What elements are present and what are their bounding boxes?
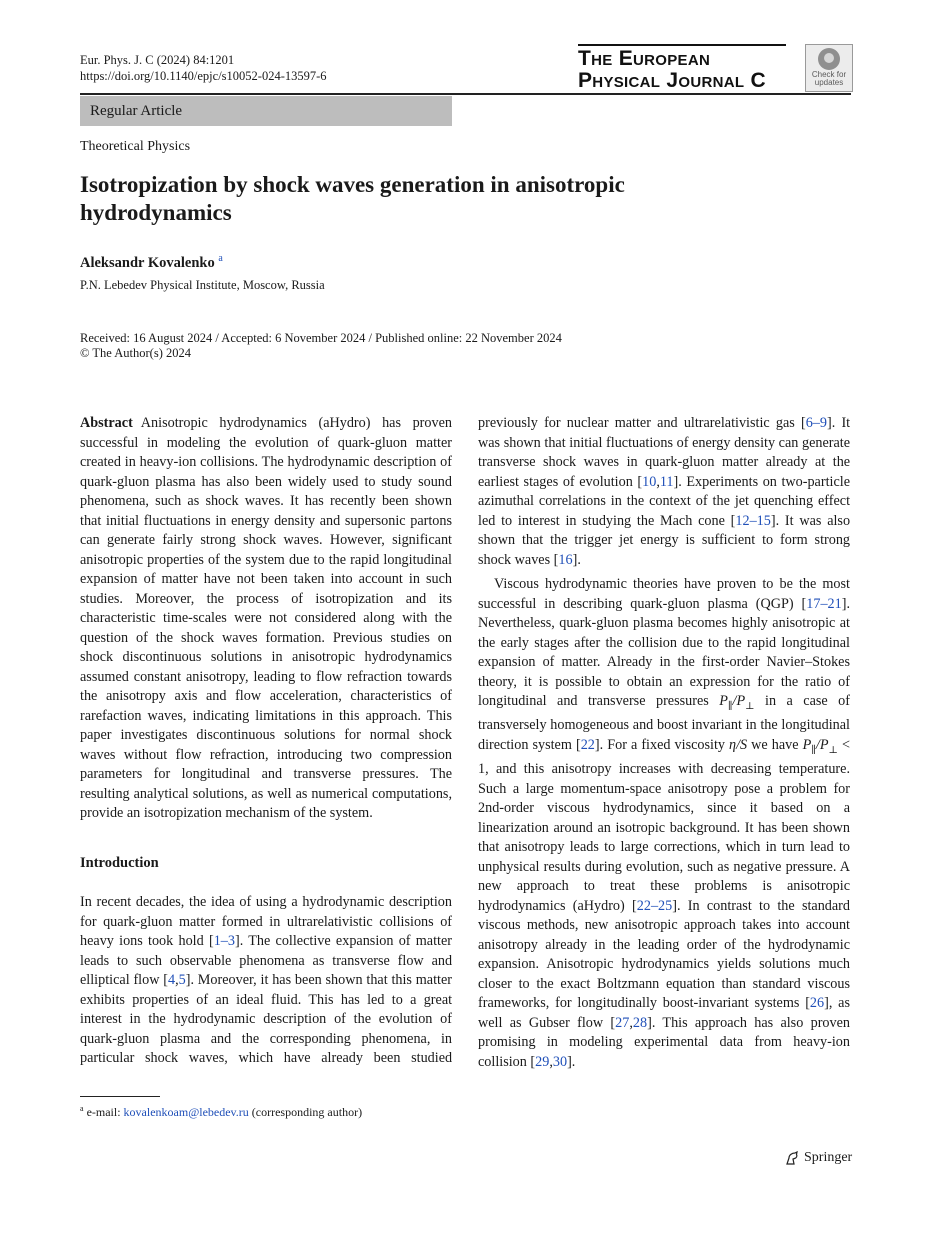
author-email-link[interactable]: kovalenkoam@lebedev.ru (123, 1105, 249, 1119)
viscosity-math: η/S (729, 736, 748, 753)
publication-dates (80, 331, 562, 361)
citation-link[interactable]: 28 (632, 1014, 648, 1031)
footnote-divider (80, 1096, 160, 1097)
intro-paragraph-1-continued: previously for nuclear matter and ultrarelativistic gas [6–9]. It was shown that initial fluctuations of energy density can generate transverse shock waves in quark-gluon matter already at the earliest stages of evolution [10,11]. Experiments on two-particle azimuthal correlations in the context of the jet quenching effect led to interest in studying the Mach cone [12–15]. It was also shown that the trigger jet energy is sufficient to form strong shock waves [16]. (478, 415, 851, 568)
section-label: Theoretical Physics (80, 139, 191, 154)
left-column (80, 414, 452, 1069)
citation-link[interactable]: 16 (558, 551, 573, 568)
footnote (80, 1104, 362, 1120)
citation-link[interactable]: 27 (615, 1014, 630, 1031)
citation-link[interactable]: 4 (167, 972, 176, 988)
footnote-label: e-mail: (86, 1105, 121, 1119)
journal-logo-line1: The European (578, 47, 711, 70)
header-divider (80, 93, 851, 95)
journal-citation: Eur. Phys. J. C (2024) 84:1201 (80, 53, 235, 67)
citation-link[interactable]: 11 (659, 473, 674, 490)
journal-logo (578, 44, 786, 92)
check-for-updates-button[interactable] (805, 44, 853, 92)
right-column (478, 414, 850, 1072)
journal-logo-line2: Physical Journal C (578, 69, 766, 92)
publisher-logo (784, 1150, 852, 1166)
springer-horse-icon (784, 1150, 800, 1166)
introduction-heading: Introduction (80, 854, 159, 871)
copyright-line: © The Author(s) 2024 (80, 346, 191, 360)
affiliation: P.N. Lebedev Physical Institute, Moscow, Russia (80, 278, 325, 292)
check-updates-line2: updates (814, 78, 844, 87)
footnote-mark: a (80, 1104, 84, 1113)
footnote-note: (corresponding author) (251, 1105, 363, 1119)
abstract-label: Abstract (80, 415, 133, 431)
citation-link[interactable]: 30 (552, 1053, 568, 1070)
citation-link[interactable]: 29 (535, 1053, 550, 1070)
author-footnote-mark[interactable]: a (218, 253, 223, 264)
author-line (80, 253, 223, 272)
intro-paragraph-2: Viscous hydrodynamic theories have proven to be the most successful in describing quark-gluon plasma (QGP) [17–21]. Nevertheless, quark-gluon plasma becomes highly anisotropic at the early stages after the collision due to the rapid longitudinal expansion of matter. Already in the first-order Navier–Stokes theory, it is possible to obtain an expression for the ratio of longitudinal and transverse pressures $P_\parallel/P_\perp$ in a case of transversely homogeneous and boost invariant in the longitudinal direction system [22]. For a fixed viscosity η/S we have $P_\parallel/P_\perp < 1$, and this anisotropy increases with decreasing temperature. Such a large momentum-space anisotropy pose a problem for 2nd-order viscous hydrodynamics, since it based on a linearization around an isotropic background. It has been shown that anisotropy leads to large corrections, which in turn lead to unphysical results during evolution, such as negative pressure. A new approach to treat these problems is anisotropic hydrodynamics (aHydro) [22–25]. In contrast to the standard viscous methods, new anisotropic approach takes into account anisotropy already in the leading order of the hydrodynamic expansion. Anisotropic hydrodynamics yields solutions much closer to the exact Boltzmann equation than standard viscous frameworks, for longitudinally boost-invariant systems [26], as well as Gubser flow [27,28]. This approach has also proven promising in modeling experimental data from heavy-ion collision [29,30]. (478, 576, 851, 1070)
citation-link[interactable]: 22 (580, 736, 595, 753)
check-updates-icon (818, 48, 840, 70)
citation-link[interactable]: 12–15 (735, 512, 771, 529)
citation-link[interactable]: 17–21 (806, 595, 842, 612)
pressure-ratio-math: $P_\parallel/P_\perp$ (719, 693, 755, 712)
abstract-paragraph (80, 414, 452, 824)
citation-link[interactable]: 22–25 (636, 897, 673, 914)
dates-line: Received: 16 August 2024 / Accepted: 6 November 2024 / Published online: 22 November 2024 (80, 331, 562, 345)
intro-paragraph-1: In recent decades, the idea of using a hydrodynamic description for quark-gluon matter formed in ultrarelativistic collisions of heavy ions took hold [1–3]. The collective expansion of matter leads to such observable phenomena as transverse flow and elliptical flow [4,5]. Moreover, it has been shown that this matter exhibits properties of an ideal fluid. This has led to a great interest in the hydrodynamic description of the evolution of quark-gluon plasma and the corresponding phenomena, in particular shock waves, which have already been studied (80, 894, 453, 1066)
doi-link[interactable]: https://doi.org/10.1140/epjc/s10052-024-13597-6 (80, 69, 327, 83)
publisher-name: Springer (804, 1150, 853, 1165)
citation-link[interactable]: 6–9 (805, 415, 827, 431)
pressure-ratio-math: $P_\parallel/P_\perp$ (802, 736, 838, 756)
article-title: Isotropization by shock waves generation in anisotropic hydrodynamics (80, 172, 625, 225)
citation-link[interactable]: 1–3 (213, 933, 235, 949)
check-updates-line1: Check for (811, 70, 847, 79)
author-name: Aleksandr Kovalenko (80, 254, 215, 271)
citation-link[interactable]: 26 (809, 995, 825, 1012)
abstract-text: Anisotropic hydrodynamics (aHydro) has proven successful in modeling the evolution of quark-gluon matter created in heavy-ion collisions. The hydrodynamic description of quark-gluon plasma has also been widely used to study sound phenomena, such as shock waves. It has recently been shown that initial fluctuations in energy density and supersonic partons can generate fairly strong shock waves. However, significant anisotropic properties of the system due to the rapid longitudinal expansion of matter have not been taken into account in such studies. Moreover, the process of isotropization and its characteristic time-scales were not considered along with the question of the shock waves formation. Previous studies on shock discontinuous solutions in anisotropic hydrodynamics assumed constant anisotropy, leading to flow refraction towards the anisotropy axis and flow acceleration, characteristics of rarefaction waves, indicating limitations in this approach. This paper investigates discontinuous solutions for normal shock waves without flow refraction, introducing two compression parameters for longitudinal and transverse pressures. The resulting analytical solutions, as well as numerical computations, provide an isotropization mechanism of the system. (80, 415, 452, 821)
citation-link[interactable]: 5 (178, 972, 186, 988)
citation-link[interactable]: 10 (642, 473, 657, 490)
header-citation-block (80, 52, 327, 84)
article-type-banner: Regular Article (80, 96, 452, 126)
